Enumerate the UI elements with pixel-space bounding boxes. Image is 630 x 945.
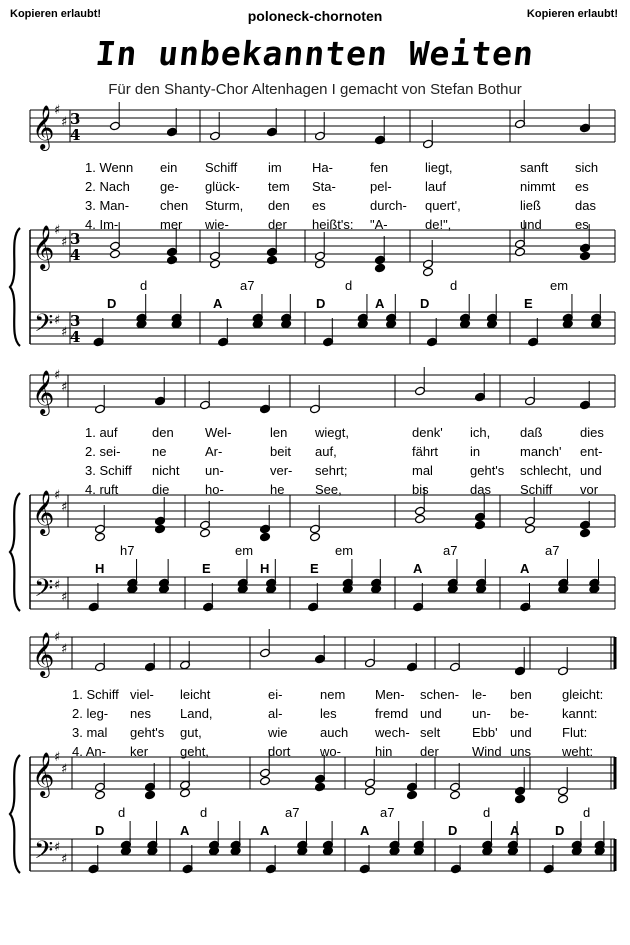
bass-chord-letter: D bbox=[107, 296, 117, 311]
sharp-sign: ♯ bbox=[54, 630, 61, 645]
bass-chord-letter: D bbox=[95, 823, 105, 838]
sharp-sign: ♯ bbox=[54, 840, 61, 855]
lyric-verse-2: tem bbox=[268, 179, 290, 194]
time-sig-bottom: 4 bbox=[70, 246, 81, 264]
lyric-verse-4: de!", bbox=[425, 217, 452, 232]
lyric-verse-2: 2. Nach bbox=[85, 179, 130, 194]
lyric-verse-2: in bbox=[470, 444, 481, 459]
lyric-verse-1: ich, bbox=[470, 425, 491, 440]
lyric-verse-4: 4. ruft bbox=[85, 482, 119, 497]
piano-rh-note bbox=[95, 790, 106, 800]
site-name: poloneck-chornoten bbox=[247, 8, 383, 24]
lyric-verse-2: be- bbox=[510, 706, 529, 721]
lyric-verse-4: uns bbox=[510, 744, 531, 759]
lyric-verse-1: viel- bbox=[130, 687, 154, 702]
lyric-verse-3: quert', bbox=[425, 198, 461, 213]
treble-clef-icon: 𝄞 bbox=[32, 370, 55, 414]
lyric-verse-1: liegt, bbox=[425, 160, 453, 175]
lyric-verse-1: 1. Wenn bbox=[85, 160, 134, 175]
lyric-verse-2: fährt bbox=[412, 444, 439, 459]
piano-rh-note bbox=[315, 259, 326, 269]
treble-clef-icon: 𝄞 bbox=[32, 632, 55, 676]
lyric-verse-3: chen bbox=[160, 198, 189, 213]
sharp-sign: ♯ bbox=[61, 500, 68, 515]
lyric-verse-1: gleicht: bbox=[562, 687, 604, 702]
piano-rh-note bbox=[407, 790, 418, 800]
piano-rh-note bbox=[110, 249, 121, 259]
lyric-verse-4: ho- bbox=[205, 482, 224, 497]
treble-clef-icon: 𝄞 bbox=[32, 225, 55, 269]
piano-rh-note bbox=[210, 259, 221, 269]
lyric-verse-2: nimmt bbox=[520, 179, 556, 194]
lyric-verse-4: Wind bbox=[472, 744, 502, 759]
lyric-verse-2: es bbox=[575, 179, 589, 194]
song-subtitle: Für den Shanty-Chor Altenhagen I gemacht von Stefan Bothur bbox=[108, 81, 522, 98]
piano-rh-note bbox=[580, 251, 591, 261]
sharp-sign: ♯ bbox=[61, 325, 68, 340]
lyric-verse-3: geht's bbox=[130, 725, 165, 740]
lyric-verse-3: gut, bbox=[180, 725, 202, 740]
lyric-verse-3: den bbox=[268, 198, 290, 213]
lyric-verse-2: und bbox=[420, 706, 442, 721]
lyric-verse-2: Land, bbox=[180, 706, 213, 721]
chord-symbol: d bbox=[450, 278, 458, 293]
bass-chord-letter: A bbox=[413, 561, 423, 576]
lyric-verse-1: 1. auf bbox=[85, 425, 118, 440]
piano-rh-note bbox=[375, 263, 386, 273]
lyric-verse-4: 4. Im- bbox=[85, 217, 119, 232]
sharp-sign: ♯ bbox=[61, 115, 68, 130]
lyric-verse-1: 1. Schiff bbox=[72, 687, 119, 702]
piano-rh-note bbox=[167, 255, 178, 265]
lyric-verse-2: fremd bbox=[375, 706, 409, 721]
lyric-verse-1: daß bbox=[520, 425, 543, 440]
chord-symbol: em bbox=[335, 543, 354, 558]
sharp-sign: ♯ bbox=[61, 852, 68, 867]
lyric-verse-3: Ebb' bbox=[472, 725, 498, 740]
piano-rh-note bbox=[155, 524, 166, 534]
copy-note-right: Kopieren erlaubt! bbox=[526, 8, 618, 20]
lyric-verse-3: ließ bbox=[520, 198, 541, 213]
lyric-verse-1: wiegt, bbox=[315, 425, 349, 440]
lyric-verse-1: ben bbox=[510, 687, 532, 702]
bass-chord-letter: D bbox=[316, 296, 326, 311]
lyric-verse-2: 2. sei- bbox=[85, 444, 121, 459]
lyric-verse-3: mal bbox=[412, 463, 433, 478]
lyric-verse-1: Ha- bbox=[312, 160, 333, 175]
lyric-verse-3: wech- bbox=[375, 725, 410, 740]
lyric-verse-4: vor bbox=[580, 482, 599, 497]
piano-rh-note bbox=[260, 532, 271, 542]
lyric-verse-3: und bbox=[510, 725, 532, 740]
lyric-verse-1: Schiff bbox=[205, 160, 238, 175]
lyric-verse-2: al- bbox=[268, 706, 283, 721]
lyric-verse-3: nicht bbox=[152, 463, 180, 478]
chord-symbol: em bbox=[235, 543, 254, 558]
lyric-verse-1: len bbox=[270, 425, 288, 440]
lyric-verse-1: sich bbox=[575, 160, 599, 175]
lyric-verse-4: hin bbox=[375, 744, 393, 759]
time-sig-top: 3 bbox=[70, 110, 81, 128]
chord-symbol: d bbox=[345, 278, 353, 293]
bass-chord-letter: A bbox=[510, 823, 520, 838]
lyric-verse-3: 3. Man- bbox=[85, 198, 130, 213]
lyric-verse-4: es bbox=[575, 217, 589, 232]
lyric-verse-2: manch' bbox=[520, 444, 562, 459]
piano-rh-note bbox=[450, 790, 461, 800]
lyric-verse-4: 4. An- bbox=[72, 744, 106, 759]
bass-chord-letter: D bbox=[555, 823, 565, 838]
lyric-verse-3: selt bbox=[420, 725, 441, 740]
lyric-verse-4: der bbox=[268, 217, 287, 232]
time-sig-top: 3 bbox=[70, 230, 81, 248]
sharp-sign: ♯ bbox=[54, 488, 61, 503]
lyric-verse-1: fen bbox=[370, 160, 389, 175]
lyric-verse-1: schen- bbox=[420, 687, 460, 702]
bass-chord-letter: A bbox=[180, 823, 190, 838]
bass-clef-icon: 𝄢 bbox=[34, 836, 54, 871]
bass-chord-letter: E bbox=[202, 561, 211, 576]
lyric-verse-2: ent- bbox=[580, 444, 603, 459]
sharp-sign: ♯ bbox=[61, 762, 68, 777]
piano-rh-note bbox=[558, 794, 569, 804]
bass-chord-letter: A bbox=[520, 561, 530, 576]
chord-symbol: d bbox=[118, 805, 126, 820]
piano-rh-note bbox=[310, 532, 321, 542]
lyric-verse-2: Ar- bbox=[205, 444, 223, 459]
lyric-verse-2: glück- bbox=[205, 179, 240, 194]
lyric-verse-3: un- bbox=[205, 463, 224, 478]
lyric-verse-1: dies bbox=[580, 425, 604, 440]
bass-chord-letter: H bbox=[95, 561, 105, 576]
lyric-verse-1: le- bbox=[472, 687, 487, 702]
lyric-verse-2: un- bbox=[472, 706, 491, 721]
bass-chord-letter: D bbox=[448, 823, 458, 838]
lyric-verse-3: Flut: bbox=[562, 725, 588, 740]
staff-brace bbox=[10, 228, 20, 346]
bass-clef-icon: 𝄢 bbox=[34, 574, 54, 609]
sharp-sign: ♯ bbox=[61, 380, 68, 395]
lyric-verse-3: 3. Schiff bbox=[85, 463, 132, 478]
chord-symbol: a7 bbox=[545, 543, 560, 558]
piano-rh-note bbox=[260, 776, 271, 786]
lyric-verse-1: Men- bbox=[375, 687, 405, 702]
chord-symbol: a7 bbox=[240, 278, 255, 293]
lyric-verse-2: pel- bbox=[370, 179, 392, 194]
sharp-sign: ♯ bbox=[54, 223, 61, 238]
time-sig-top: 3 bbox=[70, 312, 81, 330]
sharp-sign: ♯ bbox=[54, 103, 61, 118]
bass-clef-icon: 𝄢 bbox=[34, 309, 54, 344]
lyric-verse-1: Wel- bbox=[205, 425, 232, 440]
lyric-verse-4: Schiff bbox=[520, 482, 553, 497]
chord-symbol: h7 bbox=[120, 543, 135, 558]
piano-rh-note bbox=[475, 520, 486, 530]
bass-chord-letter: A bbox=[213, 296, 223, 311]
bass-chord-letter: A bbox=[375, 296, 385, 311]
chord-symbol: a7 bbox=[443, 543, 458, 558]
chord-symbol: a7 bbox=[285, 805, 300, 820]
lyric-verse-3: wie bbox=[268, 725, 288, 740]
bass-chord-letter: H bbox=[260, 561, 270, 576]
lyric-verse-3: das bbox=[575, 198, 596, 213]
piano-rh-note bbox=[365, 786, 376, 796]
lyric-verse-3: geht's bbox=[470, 463, 505, 478]
lyric-verse-3: sehrt; bbox=[315, 463, 348, 478]
treble-clef-icon: 𝄞 bbox=[32, 105, 55, 149]
lyric-verse-1: ei- bbox=[268, 687, 283, 702]
lyric-verse-3: es bbox=[312, 198, 326, 213]
piano-rh-note bbox=[180, 788, 191, 798]
staff-brace bbox=[10, 755, 20, 873]
sharp-sign: ♯ bbox=[61, 590, 68, 605]
lyric-verse-2: ne bbox=[152, 444, 167, 459]
piano-rh-note bbox=[200, 528, 211, 538]
lyric-verse-4: weht: bbox=[562, 744, 594, 759]
chord-symbol: d bbox=[140, 278, 148, 293]
lyric-verse-2: auf, bbox=[315, 444, 337, 459]
lyric-verse-1: nem bbox=[320, 687, 346, 702]
bass-chord-letter: A bbox=[360, 823, 370, 838]
lyric-verse-3: ver- bbox=[270, 463, 293, 478]
bass-chord-letter: D bbox=[420, 296, 430, 311]
lyric-verse-3: Sturm, bbox=[205, 198, 244, 213]
lyric-verse-3: und bbox=[580, 463, 602, 478]
lyric-verse-3: auch bbox=[320, 725, 349, 740]
lyric-verse-2: Sta- bbox=[312, 179, 336, 194]
lyric-verse-3: schlecht, bbox=[520, 463, 572, 478]
piano-rh-note bbox=[515, 247, 526, 257]
lyric-verse-1: sanft bbox=[520, 160, 549, 175]
chord-symbol: d bbox=[200, 805, 208, 820]
piano-rh-note bbox=[145, 790, 156, 800]
lyric-verse-3: 3. mal bbox=[72, 725, 108, 740]
sharp-sign: ♯ bbox=[54, 313, 61, 328]
song-title: In unbekannten Weiten bbox=[93, 34, 537, 73]
lyric-verse-4: See, bbox=[315, 482, 342, 497]
lyric-verse-2: kannt: bbox=[562, 706, 598, 721]
time-sig-bottom: 4 bbox=[70, 328, 81, 346]
chord-symbol: d bbox=[483, 805, 491, 820]
sharp-sign: ♯ bbox=[54, 750, 61, 765]
treble-clef-icon: 𝄞 bbox=[32, 752, 55, 796]
lyric-verse-4: geht, bbox=[180, 744, 209, 759]
piano-rh-note bbox=[515, 794, 526, 804]
lyric-verse-4: he bbox=[270, 482, 285, 497]
piano-rh-note bbox=[580, 528, 591, 538]
piano-rh-note bbox=[415, 514, 426, 524]
bass-chord-letter: E bbox=[310, 561, 319, 576]
lyric-verse-1: den bbox=[152, 425, 174, 440]
lyric-verse-2: ge- bbox=[160, 179, 179, 194]
treble-clef-icon: 𝄞 bbox=[32, 490, 55, 534]
copy-note-left: Kopieren erlaubt! bbox=[10, 8, 102, 20]
lyric-verse-4: bis bbox=[412, 482, 429, 497]
lyric-verse-1: leicht bbox=[180, 687, 211, 702]
lyric-verse-4: der bbox=[420, 744, 439, 759]
lyric-verse-2: 2. leg- bbox=[72, 706, 109, 721]
lyric-verse-4: "A- bbox=[370, 217, 388, 232]
lyric-verse-2: lauf bbox=[425, 179, 446, 194]
lyric-verse-4: mer bbox=[160, 217, 183, 232]
sharp-sign: ♯ bbox=[54, 368, 61, 383]
time-sig-bottom: 4 bbox=[70, 126, 81, 144]
lyric-verse-3: durch- bbox=[370, 198, 407, 213]
sharp-sign: ♯ bbox=[61, 642, 68, 657]
bass-chord-letter: A bbox=[260, 823, 270, 838]
lyric-verse-1: ein bbox=[160, 160, 178, 175]
chord-symbol: d bbox=[583, 805, 591, 820]
lyric-verse-4: die bbox=[152, 482, 170, 497]
lyric-verse-4: und bbox=[520, 217, 542, 232]
lyric-verse-4: dort bbox=[268, 744, 291, 759]
lyric-verse-4: wie- bbox=[205, 217, 229, 232]
lyric-verse-2: nes bbox=[130, 706, 151, 721]
lyric-verse-4: das bbox=[470, 482, 491, 497]
lyric-verse-1: denk' bbox=[412, 425, 443, 440]
piano-rh-note bbox=[525, 524, 536, 534]
bass-chord-letter: E bbox=[524, 296, 533, 311]
chord-symbol: a7 bbox=[380, 805, 395, 820]
piano-rh-note bbox=[267, 255, 278, 265]
lyric-verse-4: heißt's: bbox=[312, 217, 354, 232]
lyric-verse-2: les bbox=[320, 706, 337, 721]
piano-rh-note bbox=[423, 267, 434, 277]
sharp-sign: ♯ bbox=[54, 578, 61, 593]
lyric-verse-4: ker bbox=[130, 744, 149, 759]
piano-rh-note bbox=[315, 782, 326, 792]
piano-rh-note bbox=[95, 532, 106, 542]
lyric-verse-2: beit bbox=[270, 444, 291, 459]
staff-brace bbox=[10, 493, 20, 611]
lyric-verse-4: wo- bbox=[320, 744, 341, 759]
lyric-verse-1: im bbox=[268, 160, 282, 175]
sharp-sign: ♯ bbox=[61, 235, 68, 250]
chord-symbol: em bbox=[550, 278, 569, 293]
